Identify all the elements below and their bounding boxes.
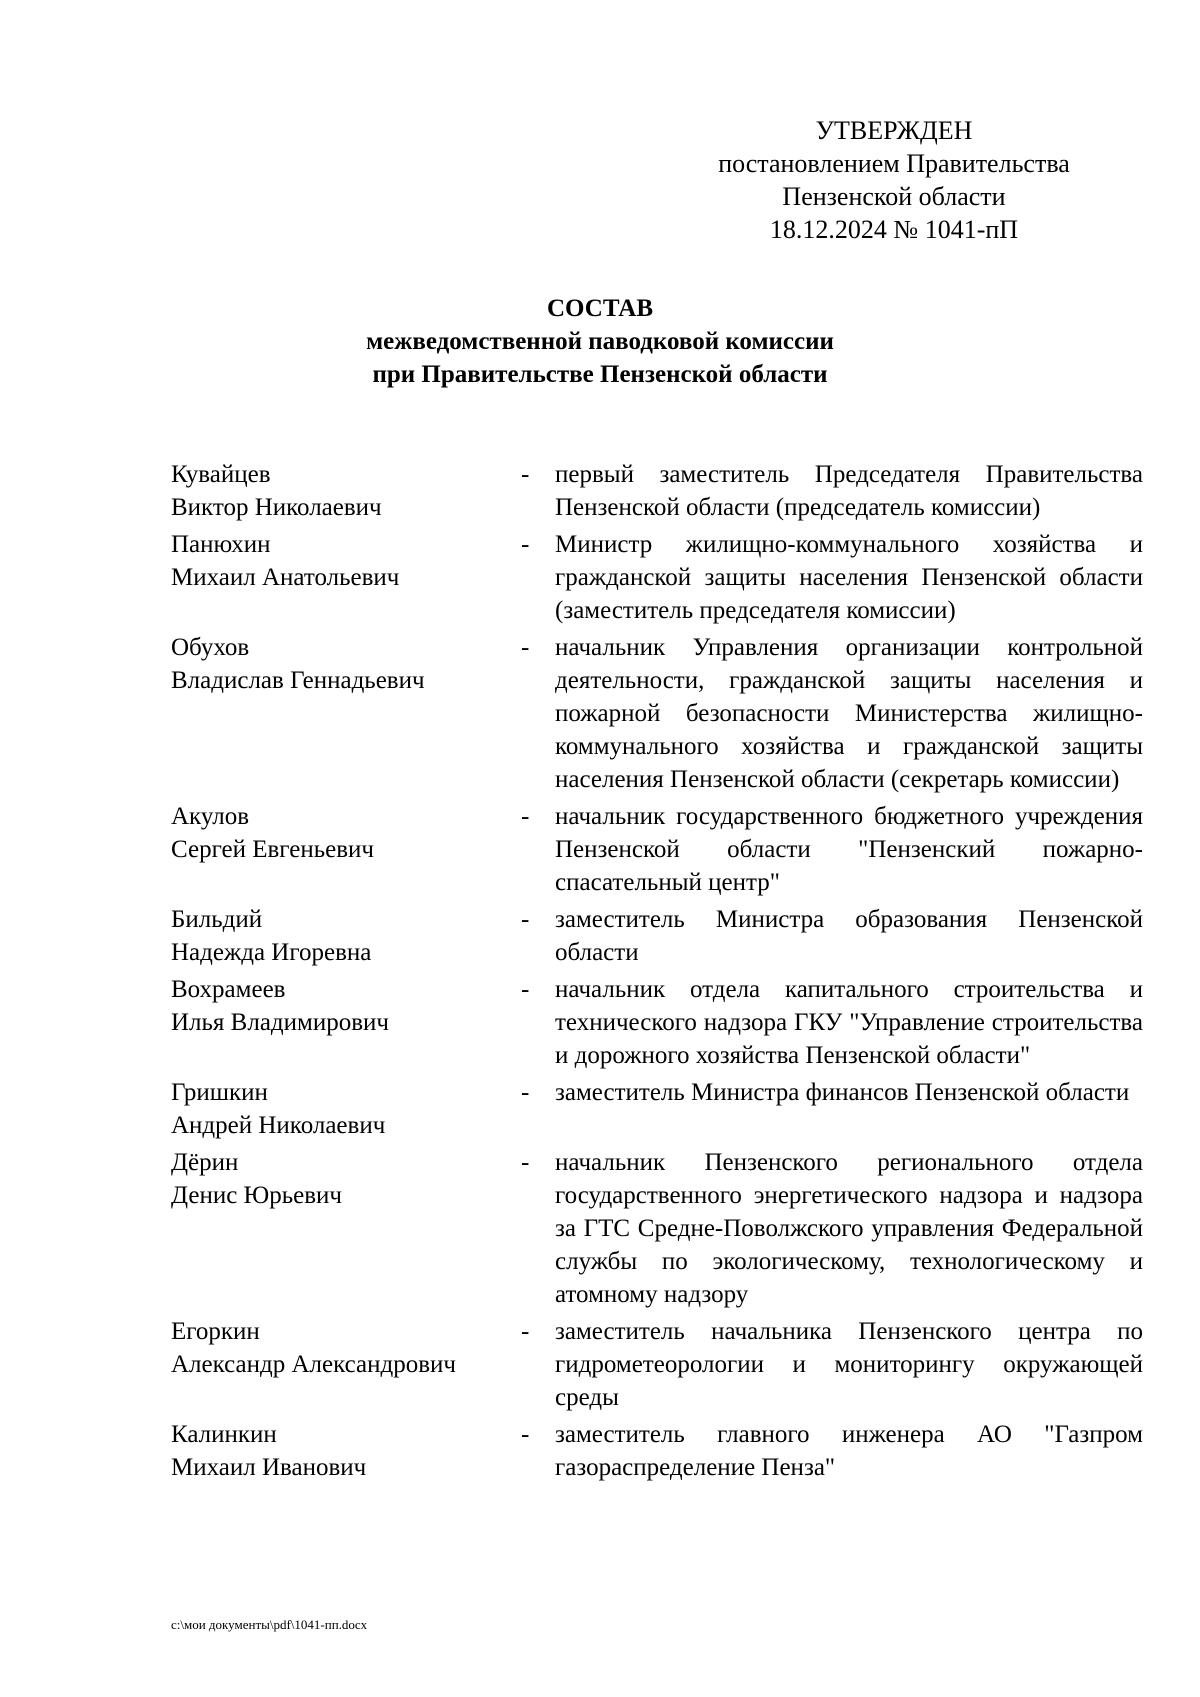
member-row (171, 903, 1145, 969)
member-dash: - (521, 1149, 530, 1176)
member-given-name: Михаил Иванович (171, 1454, 367, 1481)
member-role: заместитель начальника Пензенского центра по гидрометеорологии и мониторингу окружающей среды (555, 1318, 1143, 1411)
member-surname: Акулов (171, 803, 250, 830)
member-surname: Дёрин (171, 1149, 239, 1176)
member-dash: - (521, 1421, 530, 1448)
member-role: начальник государственного бюджетного учреждения Пензенской области "Пензенский пожарно-спасательный центр" (555, 803, 1143, 896)
member-name (171, 1418, 521, 1484)
member-role: Министр жилищно-коммунального хозяйства и гражданской защиты населения Пензенской области (заместитель председателя комиссии) (555, 531, 1143, 624)
title-heading: СОСТАВ (546, 295, 654, 322)
member-surname: Панюхин (171, 531, 271, 558)
member-surname: Егоркин (171, 1318, 260, 1345)
member-row (171, 631, 1145, 796)
member-given-name: Надежда Игоревна (171, 939, 372, 966)
member-row (171, 528, 1145, 627)
member-given-name: Денис Юрьевич (171, 1182, 343, 1209)
member-row (171, 1418, 1145, 1484)
member-name (171, 973, 521, 1039)
member-role: заместитель Министра финансов Пензенской области (555, 1079, 1130, 1106)
member-row (171, 458, 1145, 524)
member-given-name: Михаил Анатольевич (171, 564, 400, 591)
approval-authority: постановлением Правительства (718, 149, 1070, 178)
member-dash: - (521, 634, 530, 661)
member-given-name: Андрей Николаевич (171, 1112, 386, 1139)
member-surname: Калинкин (171, 1421, 277, 1448)
member-name (171, 903, 521, 969)
member-dash: - (521, 461, 530, 488)
member-role: первый заместитель Председателя Правительства Пензенской области (председатель комиссии) (555, 461, 1143, 521)
member-name (171, 1146, 521, 1212)
member-given-name: Илья Владимирович (171, 1009, 389, 1036)
approval-block (694, 114, 1094, 246)
title-line-3: при Правительстве Пензенской области (372, 361, 828, 388)
member-role: заместитель Министра образования Пензенской области (555, 906, 1143, 966)
member-row (171, 1315, 1145, 1414)
member-dash: - (521, 906, 530, 933)
member-dash: - (521, 1318, 530, 1345)
member-given-name: Сергей Евгеньевич (171, 836, 374, 863)
title-line-2: межведомственной паводковой комиссии (366, 328, 834, 355)
member-dash: - (521, 976, 530, 1003)
member-row (171, 800, 1145, 899)
member-dash: - (521, 531, 530, 558)
member-name (171, 800, 521, 866)
footer-file-path: c:\мои документы\pdf\1041-пп.docx (171, 1617, 368, 1632)
member-given-name: Виктор Николаевич (171, 494, 382, 521)
member-role: начальник Управления организации контрольной деятельности, гражданской защиты населения и пожарной безопасности Министерства жилищно-коммунального хозяйства и гражданской защиты населения Пензенской области (секретарь комиссии) (555, 634, 1143, 793)
member-name (171, 1076, 521, 1142)
member-surname: Обухов (171, 634, 250, 661)
member-row (171, 973, 1145, 1072)
member-role: заместитель главного инженера АО "Газпром газораспределение Пенза" (555, 1421, 1143, 1481)
member-role: начальник отдела капитального строительства и технического надзора ГКУ "Управление строительства и дорожного хозяйства Пензенской области" (555, 976, 1143, 1069)
member-surname: Гришкин (171, 1079, 268, 1106)
member-role: начальник Пензенского регионального отдела государственного энергетического надзора и надзора за ГТС Средне-Поволжского управления Федеральной службы по экологическому, технологическому и атомному надзору (555, 1149, 1143, 1308)
members-list (171, 458, 1145, 1488)
approval-status: УТВЕРЖДЕН (815, 116, 973, 145)
member-name (171, 528, 521, 594)
approval-date-number: 18.12.2024 № 1041-пП (769, 215, 1019, 244)
member-name (171, 1315, 521, 1381)
member-given-name: Александр Александрович (171, 1351, 456, 1378)
member-row (171, 1146, 1145, 1311)
member-surname: Кувайцев (171, 461, 271, 488)
member-surname: Бильдий (171, 906, 263, 933)
member-dash: - (521, 803, 530, 830)
member-name (171, 458, 521, 524)
member-surname: Вохрамеев (171, 976, 286, 1003)
member-dash: - (521, 1079, 530, 1106)
member-name (171, 631, 521, 697)
member-row (171, 1076, 1145, 1142)
member-given-name: Владислав Геннадьевич (171, 667, 425, 694)
document-title (150, 292, 1050, 391)
approval-region: Пензенской области (782, 182, 1006, 211)
